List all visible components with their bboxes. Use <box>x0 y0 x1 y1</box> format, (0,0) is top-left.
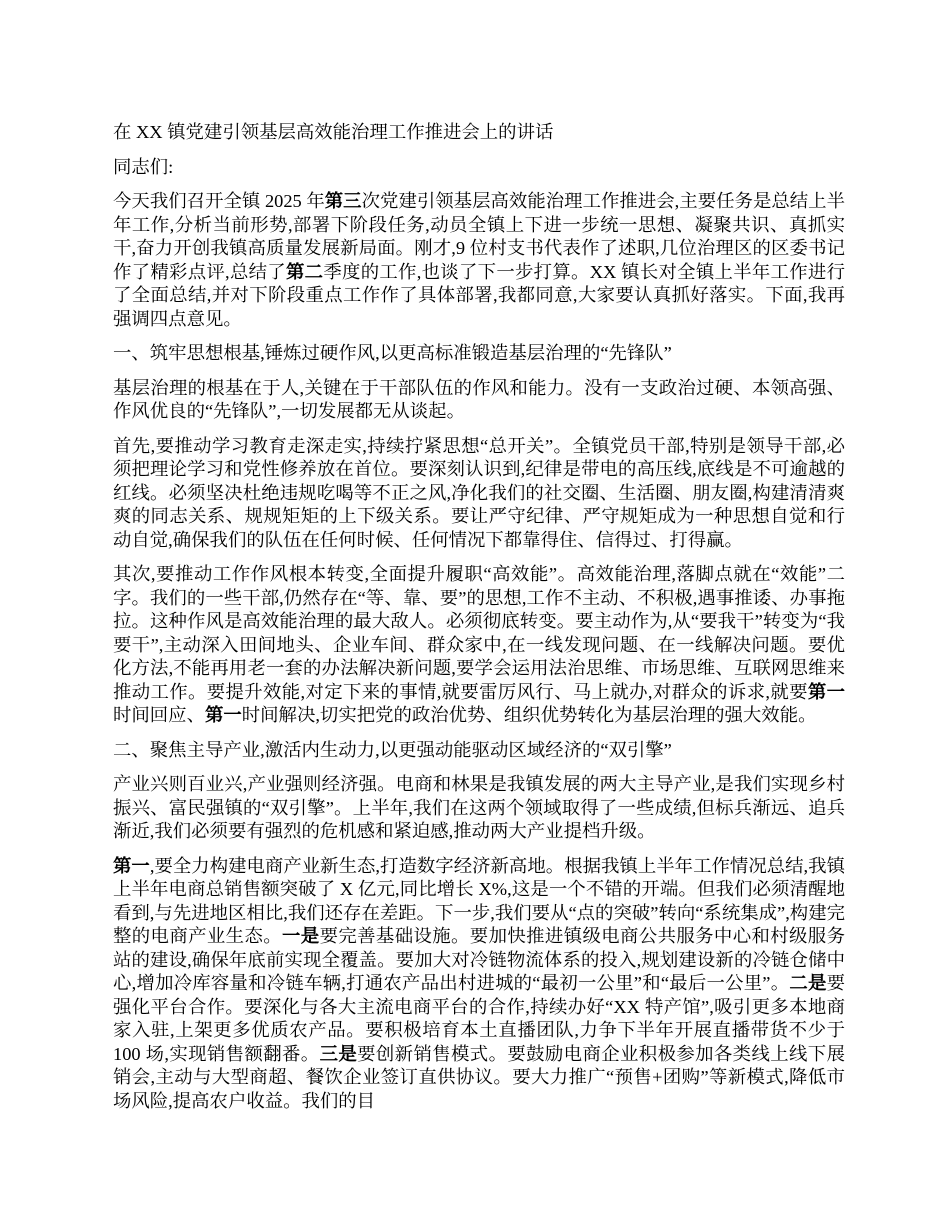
bold-text-run: 第一 <box>204 705 242 725</box>
text-run: 基层治理的根基在于人,关键在于干部队伍的作风和能力。没有一支政治过硬、本领高强、作风优良的“先锋队”,一切发展都无从谈起。 <box>113 377 845 421</box>
text-run: 时间解决,切实把党的政治优势、组织优势转化为基层治理的强大效能。 <box>241 705 817 725</box>
text-run: 二、聚焦主导产业,激活内生动力,以更强动能驱动区域经济的“双引擎” <box>113 739 672 760</box>
text-run: 要创新销售模式。要鼓励电商企业积极参加各类线上线下展销会,主动与大型商超、餐饮企业签订直供协议。要大力推广“预售+团购”等新模式,降低市场风险,提高农户收益。我们的目 <box>113 1043 845 1111</box>
bold-text-run: 一是 <box>282 926 320 946</box>
text-run: 时间回应、 <box>113 705 205 725</box>
text-run: 首先,要推动学习教育走深走实,持续拧紧思想“总开关”。全镇党员干部,特别是领导干部,必须把理论学习和党性修养放在首位。要深刻认识到,纪律是带电的高压线,底线是不可逾越的红线。必须坚决杜绝违规吃喝等不正之风,净化我们的社交圈、生活圈、朋友圈,构建清清爽爽的同志关系、规规矩矩的上下级关系。要让严守纪律、严守规矩成为一种思想自觉和行动自觉,确保我们的队伍在任何时候、任何情况下都靠得住、信得过、打得赢。 <box>113 435 845 550</box>
bold-text-run: 第一 <box>113 855 150 876</box>
bold-text-run: 第二 <box>285 261 324 282</box>
text-run: 今天我们召开全镇 2025 年 <box>113 191 325 211</box>
text-run: 产业兴则百业兴,产业强则经济强。电商和林果是我镇发展的两大主导产业,是我们实现乡村振兴、富民强镇的“双引擎”。上半年,我们在这两个领域取得了一些成绩,但标兵渐远、追兵渐近,我们必须要有强烈的危机感和紧迫感,推动两大产业提档升级。 <box>113 774 845 841</box>
section-heading <box>113 739 845 763</box>
bold-text-run: 二是 <box>789 973 827 993</box>
text-run: ,要全力构建电商产业新生态,打造数字经济新高地。根据我镇上半年工作情况总结,我镇上半年电商总销售额突破了 X 亿元,同比增长 X%,这是一个不错的开端。但我们必须清醒地看到,与先进地区相比,我们还存在差距。下一步,我们要从“点的突破”转向“系统集成”,构建完整的电商产业生态。 <box>113 855 845 946</box>
text-run: 其次,要推动工作作风根本转变,全面提升履职“高效能”。高效能治理,落脚点就在“效能”二字。我们的一些干部,仍然存在“等、靠、要”的思想,工作不主动、不积极,遇事推诿、办事拖拉。这种作风是高效能治理的最大敌人。必须彻底转变。要主动作为,从“要我干”转变为“我要干”,主动深入田间地头、企业车间、群众家中,在一线发现问题、在一线解决问题。要优化方法,不能再用老一套的办法解决新问题,要学会运用法治思维、市场思维、互联网思维来推动工作。要提升效能,对定下来的事情,就要雷厉风行、马上就办,对群众的诉求,就要 <box>113 564 845 702</box>
paragraph <box>113 377 845 424</box>
paragraph <box>113 190 845 331</box>
text-run: 要强化平台合作。要深化与各大主流电商平台的合作,持续办好“XX 特产馆”,吸引更多本地商家入驻,上架更多优质农产品。要积极培育本土直播团队,力争下半年开展直播带货不少于 100 场,实现销售额翻番。 <box>113 973 845 1064</box>
text-run: 一、筑牢思想根基,锤炼过硬作风,以更高标准锻造基层治理的“先锋队” <box>113 343 672 363</box>
bold-text-run: 三是 <box>319 1043 358 1064</box>
bold-text-run: 第三 <box>324 191 362 211</box>
text-run: 要完善基础设施。要加快推进镇级电商公共服务中心和村级服务站的建设,确保年底前实现全覆盖。要加大对冷链物流体系的投入,规划建设新的冷链仓储中心,增加冷库容量和冷链车辆,打通农产品出村进城的“最初一公里”和“最后一公里”。 <box>113 926 845 993</box>
document-body <box>113 190 845 1113</box>
document-title: 在 XX 镇党建引领基层高效能治理工作推进会上的讲话 <box>113 122 554 142</box>
paragraph <box>113 563 845 728</box>
paragraph <box>113 773 845 844</box>
bold-text-run: 第一 <box>807 681 845 702</box>
paragraph <box>113 855 845 1114</box>
text-run: 季度的工作,也谈了下一步打算。XX 镇长对全镇上半年工作进行了全面总结,并对下阶段重点工作作了具体部署,我都同意,大家要认真抓好落实。下面,我再强调四点意见。 <box>113 261 845 329</box>
salutation: 同志们: <box>113 156 174 177</box>
text-run: 次党建引领基层高效能治理工作推进会,主要任务是总结上半年工作,分析当前形势,部署下阶段任务,动员全镇上下进一步统一思想、凝聚共识、真抓实干,奋力开创我镇高质量发展新局面。刚才,9 位村支书代表作了述职,几位治理区的区委书记作了精彩点评,总结了 <box>113 191 845 282</box>
section-heading <box>113 342 845 366</box>
paragraph <box>113 435 845 553</box>
